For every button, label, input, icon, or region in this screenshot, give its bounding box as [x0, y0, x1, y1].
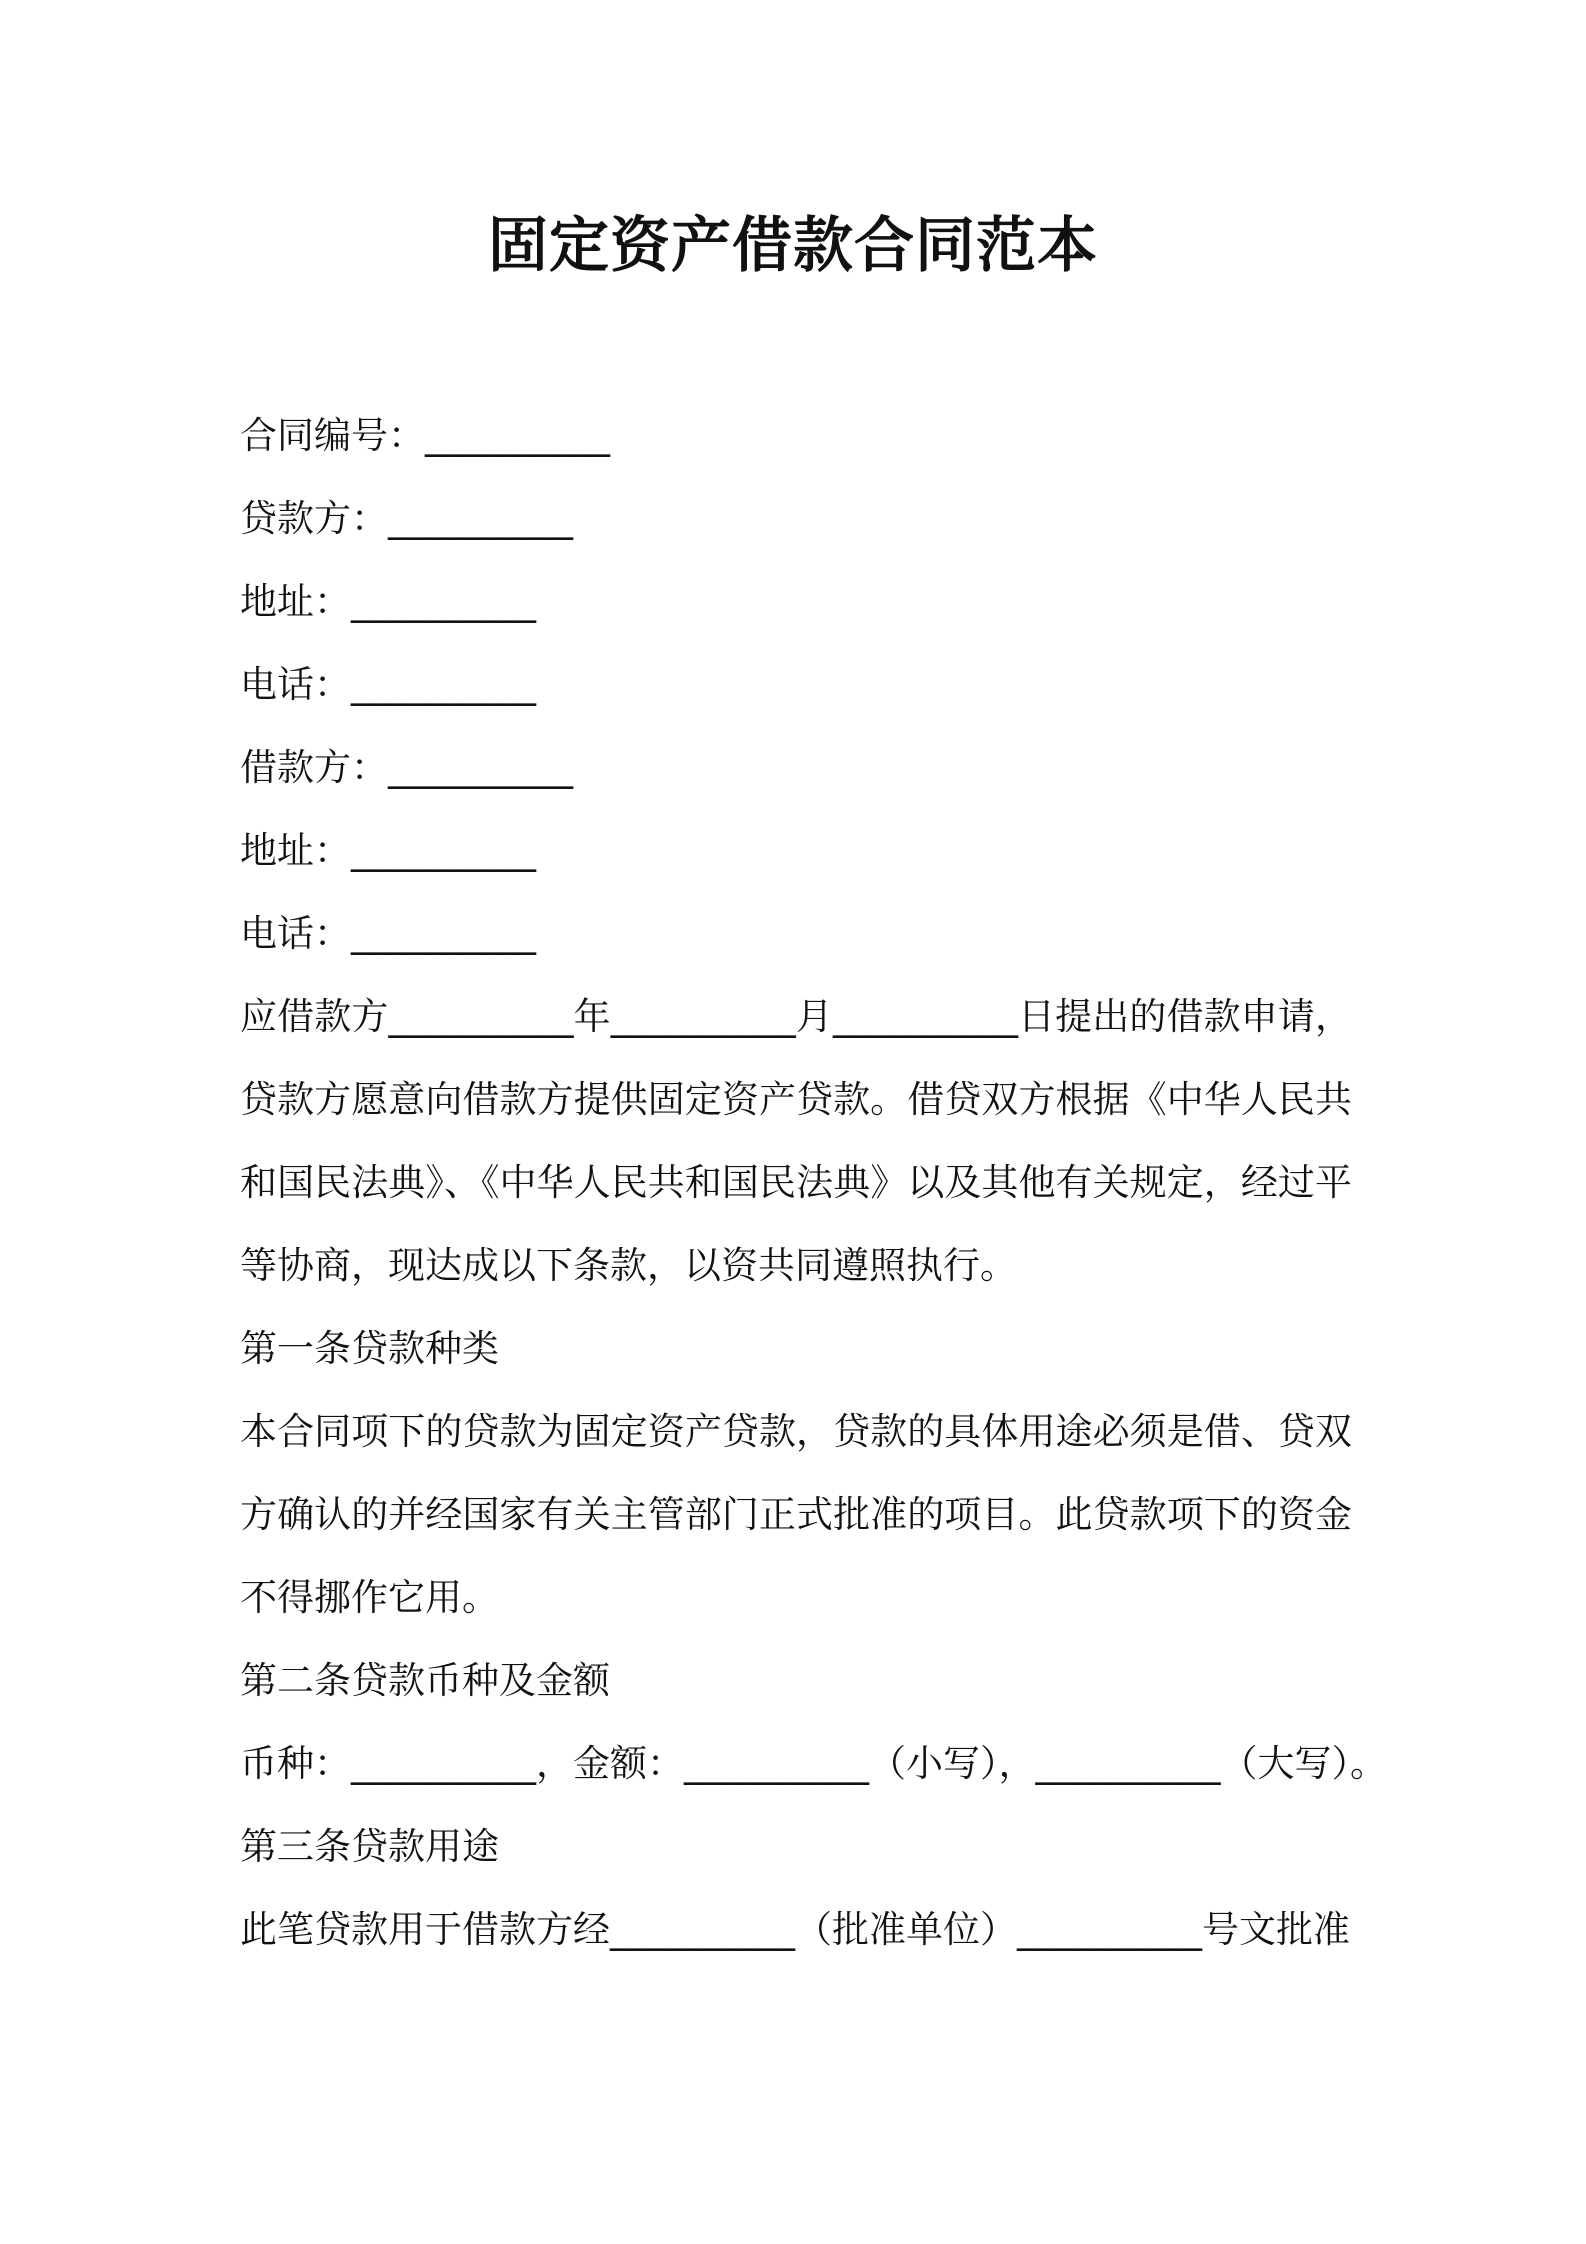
preamble-paragraph: 应借款方__________年__________月__________日提出的借款申请，贷款方愿意向借款方提供固定资产贷款。借贷双方根据《中华人民共和国民法典》、《中华人民共和国民法典》以及其他有关规定，经过平等协商，现达成以下条款，以资共同遵照执行。	[240, 995, 1352, 1287]
article-3-text: 此笔贷款用于借款方经__________（批准单位）__________号文批准	[240, 1908, 1350, 1951]
field-borrower-address: 地址：__________	[240, 829, 536, 872]
document-title: 固定资产借款合同范本	[488, 211, 1098, 281]
field-lender-address: 地址：__________	[240, 580, 536, 623]
field-contract-number: 合同编号：__________	[240, 414, 610, 457]
article-3-heading: 第三条贷款用途	[240, 1825, 499, 1868]
article-1-heading: 第一条贷款种类	[240, 1327, 499, 1370]
document-body	[240, 394, 1387, 1971]
field-borrower: 借款方：__________	[240, 746, 573, 789]
field-lender: 贷款方：__________	[240, 497, 573, 540]
article-2-text: 币种：__________，金额：__________（小写），__________（大写）。	[240, 1742, 1387, 1785]
article-1-text: 本合同项下的贷款为固定资产贷款，贷款的具体用途必须是借、贷双方确认的并经国家有关主管部门正式批准的项目。此贷款项下的资金不得挪作它用。	[240, 1410, 1352, 1619]
article-2-heading: 第二条贷款币种及金额	[240, 1659, 610, 1702]
field-borrower-phone: 电话：__________	[240, 912, 536, 955]
field-lender-phone: 电话：__________	[240, 663, 536, 706]
